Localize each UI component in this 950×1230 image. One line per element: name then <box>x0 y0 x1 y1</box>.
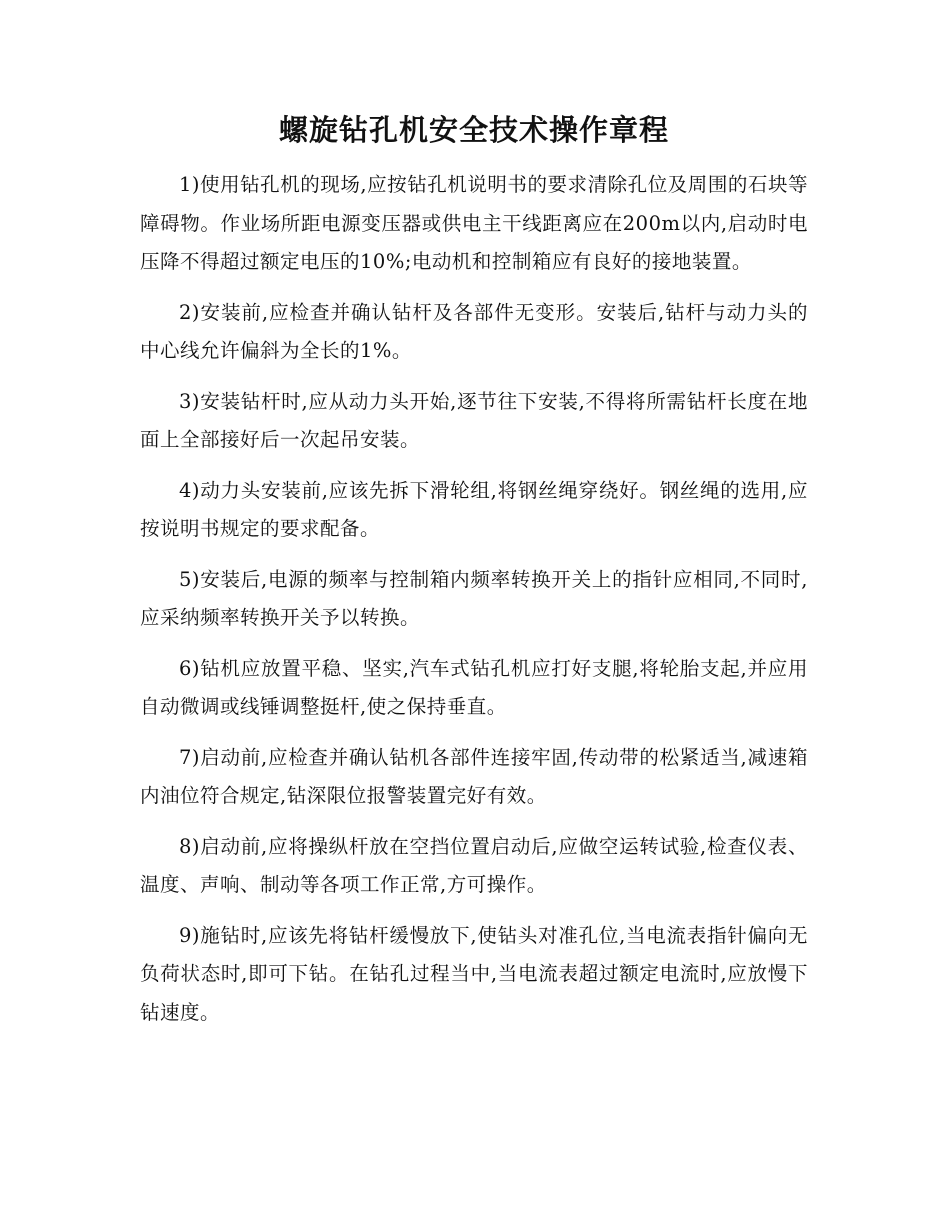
paragraph-6: 6)钻机应放置平稳、坚实,汽车式钻孔机应打好支腿,将轮胎支起,并应用自动微调或线锤调整挺杆,使之保持垂直。 <box>140 656 808 718</box>
document-page <box>140 108 808 1032</box>
paragraph-7: 7)启动前,应检查并确认钻机各部件连接牢固,传动带的松紧适当,减速箱内油位符合规定,钻深限位报警装置完好有效。 <box>140 745 808 807</box>
document-title: 螺旋钻孔机安全技术操作章程 <box>278 113 669 147</box>
paragraph-9: 9)施钻时,应该先将钻杆缓慢放下,使钻头对准孔位,当电流表指针偏向无负荷状态时,即可下钻。在钻孔过程当中,当电流表超过额定电流时,应放慢下钻速度。 <box>140 923 808 1024</box>
paragraph-8: 8)启动前,应将操纵杆放在空挡位置启动后,应做空运转试验,检查仪表、温度、声响、制动等各项工作正常,方可操作。 <box>140 834 808 896</box>
paragraph-5: 5)安装后,电源的频率与控制箱内频率转换开关上的指针应相同,不同时,应采纳频率转换开关予以转换。 <box>140 567 808 629</box>
paragraph-2: 2)安装前,应检查并确认钻杆及各部件无变形。安装后,钻杆与动力头的中心线允许偏斜为全长的1%。 <box>140 300 808 362</box>
paragraph-3: 3)安装钻杆时,应从动力头开始,逐节往下安装,不得将所需钻杆长度在地面上全部接好后一次起吊安装。 <box>140 389 808 451</box>
paragraph-1: 1)使用钻孔机的现场,应按钻孔机说明书的要求清除孔位及周围的石块等障碍物。作业场所距电源变压器或供电主干线距离应在200m以内,启动时电压降不得超过额定电压的10%;电动机和控制箱应有良好的接地装置。 <box>140 173 808 273</box>
paragraph-4: 4)动力头安装前,应该先拆下滑轮组,将钢丝绳穿绕好。钢丝绳的选用,应按说明书规定的要求配备。 <box>140 478 808 540</box>
